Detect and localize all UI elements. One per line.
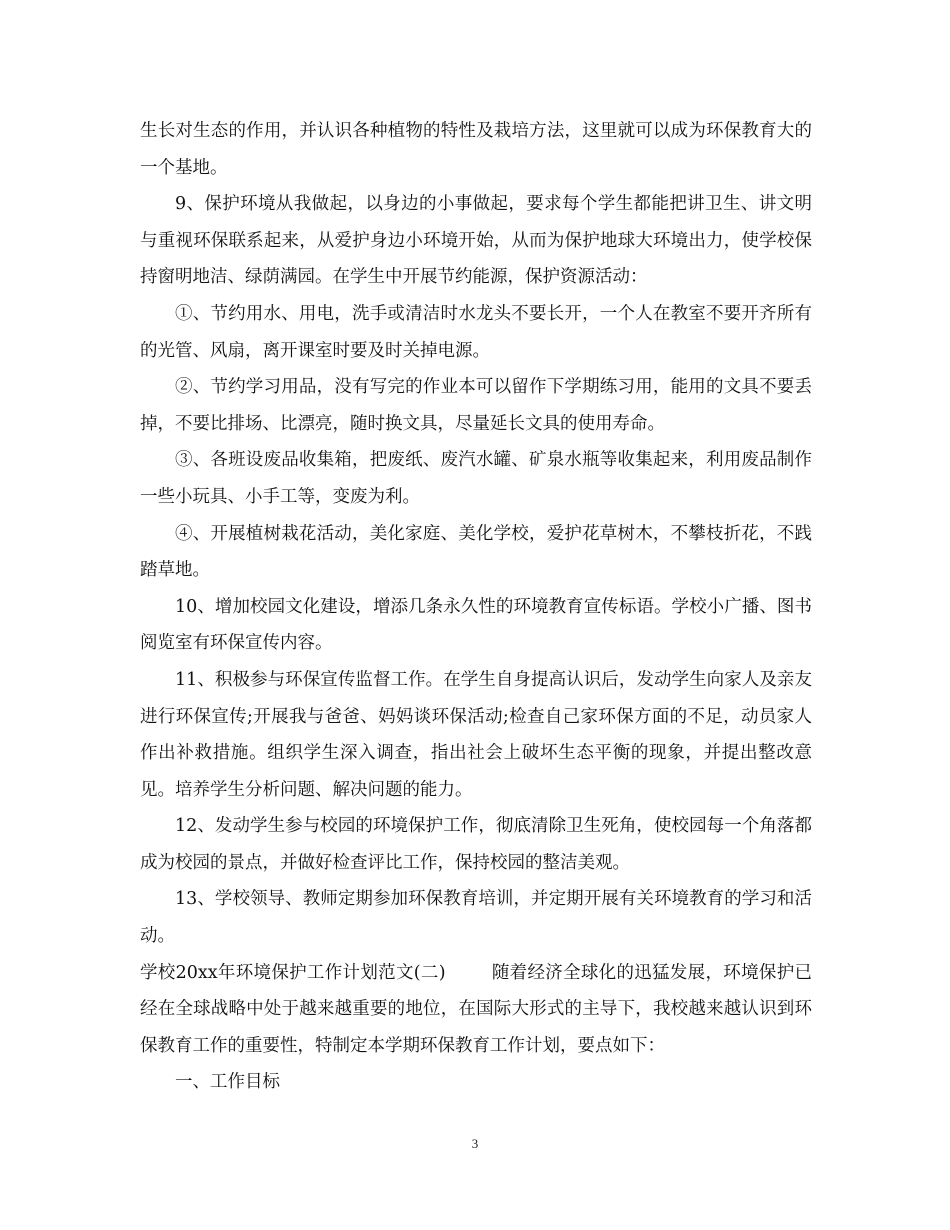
paragraph-continuation: 生长对生态的作用，并认识各种植物的特性及栽培方法，这里就可以成为环保教育大的一个基地。: [140, 121, 812, 178]
paragraph-item-12: 12、发动学生参与校园的环境保护工作，彻底清除卫生死角，使校园每一个角落都成为校园的景点，并做好检查评比工作，保持校园的整洁美观。: [140, 816, 812, 873]
paragraph-item-11: 11、积极参与环保宣传监督工作。在学生自身提高认识后，发动学生向家人及亲友进行环保宣传;开展我与爸爸、妈妈谈环保活动;检查自己家环保方面的不足，动员家人作出补救措施。组织学生深入调查，指出社会上破坏生态平衡的现象，并提出整改意见。培养学生分析问题、解决问题的能力。: [140, 669, 812, 800]
document-body: [140, 113, 812, 1101]
paragraph-item-10: 10、增加校园文化建设，增添几条永久性的环境教育宣传标语。学校小广播、图书阅览室有环保宣传内容。: [140, 596, 812, 654]
paragraph-subitem-3: ③、各班设废品收集箱，把废纸、废汽水罐、矿泉水瓶等收集起来，利用废品制作一些小玩具、小手工等，变废为利。: [140, 450, 812, 507]
section-intro: 随着经济全球化的迅猛发展，环境保护已经在全球战略中处于越来越重要的地位，在国际大形式的主导下，我校越来越认识到环保教育工作的重要性，特制定本学期环保教育工作计划，要点如下：: [140, 962, 812, 1056]
section-intro-paragraph: [140, 955, 812, 1065]
heading-work-goals: 一、工作目标: [175, 1072, 280, 1093]
paragraph-item-9: 9、保护环境从我做起，以身边的小事做起，要求每个学生都能把讲卫生、讲文明与重视环保联系起来，从爱护身边小环境开始，从而为保护地球大环境出力，使学校保持窗明地洁、绿荫满园。在学生中开展节约能源，保护资源活动：: [140, 194, 812, 288]
section-title: 学校20xx年环境保护工作计划范文(二): [140, 962, 446, 983]
page-number: 3: [471, 1136, 479, 1151]
paragraph-subitem-1: ①、节约用水、用电，洗手或清洁时水龙头不要长开，一个人在教室不要开齐所有的光管、风扇，离开课室时要及时关掉电源。: [140, 303, 812, 361]
paragraph-subitem-2: ②、节约学习用品，没有写完的作业本可以留作下学期练习用，能用的文具不要丢掉，不要比排场、比漂亮，随时换文具，尽量延长文具的使用寿命。: [140, 377, 812, 434]
paragraph-item-13: 13、学校领导、教师定期参加环保教育培训，并定期开展有关环境教育的学习和活动。: [140, 889, 812, 947]
paragraph-subitem-4: ④、开展植树栽花活动，美化家庭、美化学校，爱护花草树木，不攀枝折花，不践踏草地。: [140, 523, 812, 581]
